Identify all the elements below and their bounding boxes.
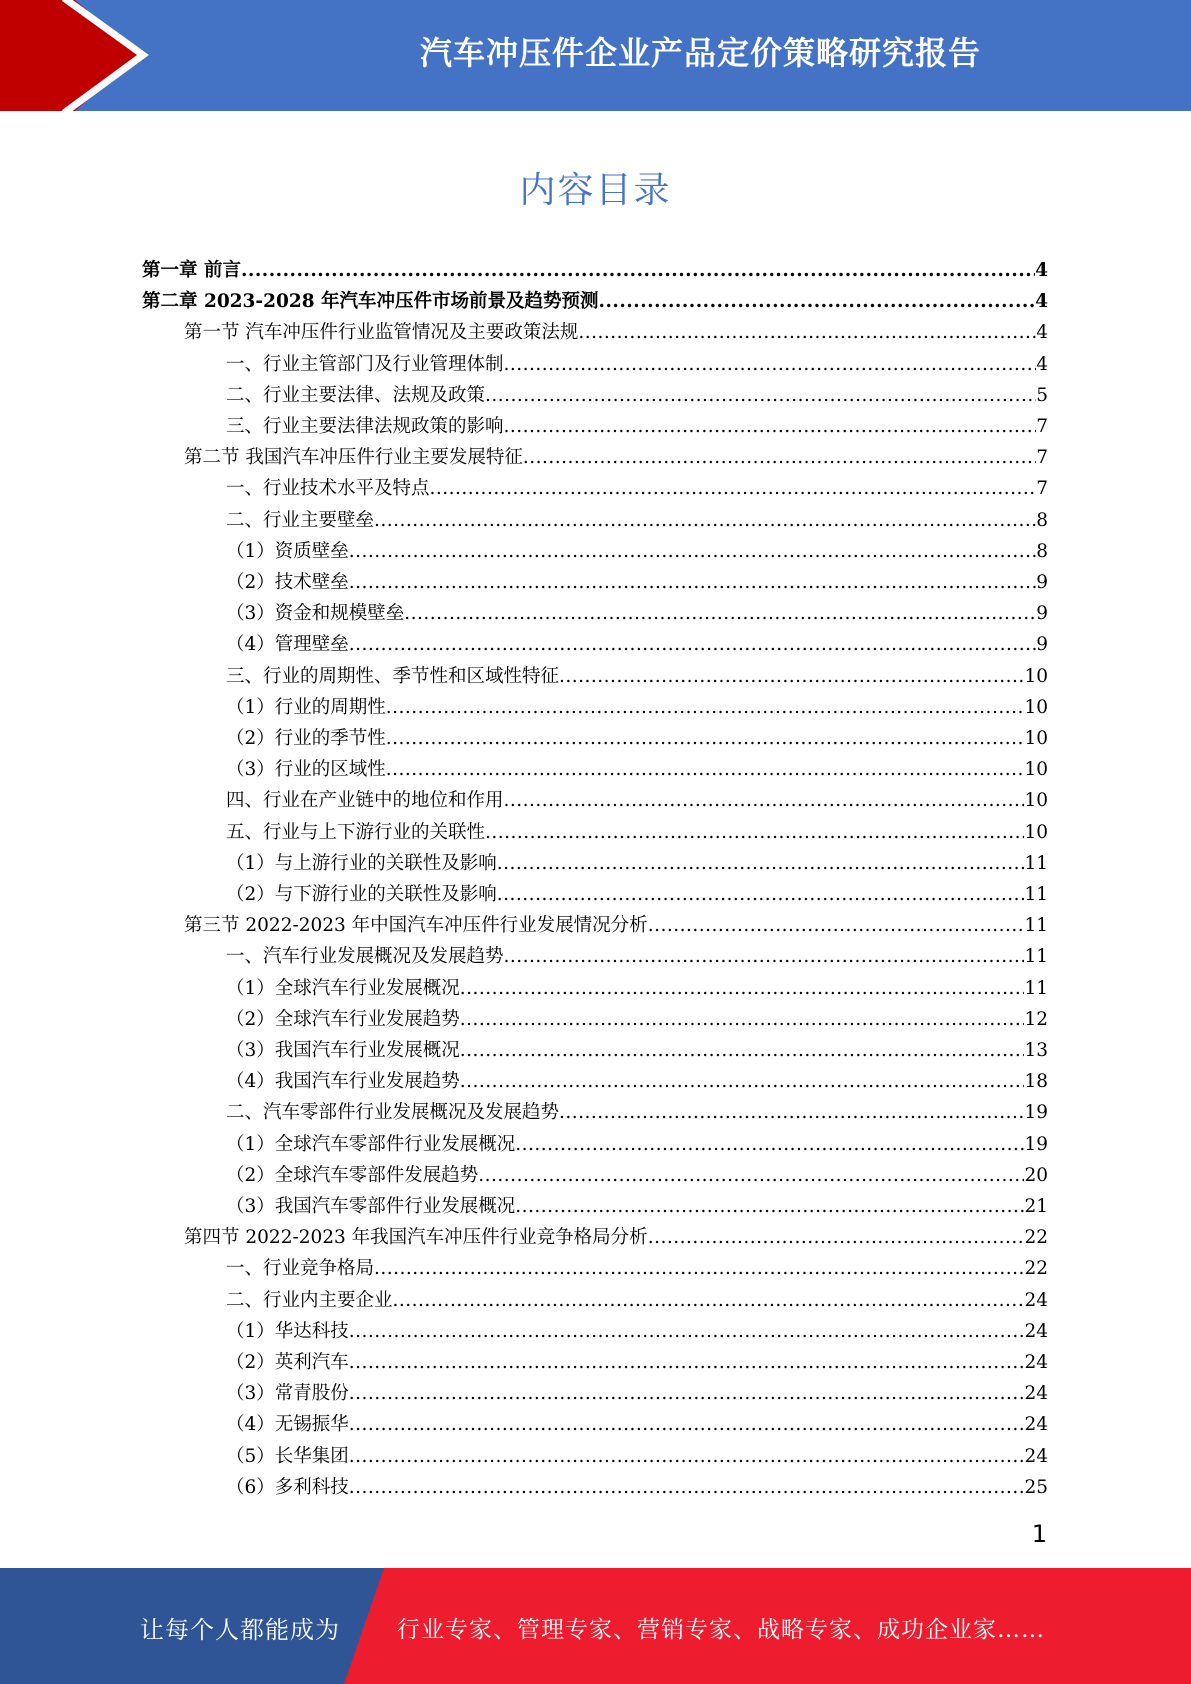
- header-arrow-decoration: [0, 0, 160, 111]
- toc-entry-label: 第一节 汽车冲压件行业监管情况及主要政策法规: [184, 322, 579, 344]
- toc-entry[interactable]: [142, 286, 1048, 317]
- toc-entry[interactable]: [184, 317, 1048, 348]
- toc-entry-page: 4: [1036, 353, 1048, 375]
- toc-entry-label: 五、行业与上下游行业的关联性: [226, 821, 486, 843]
- toc-dot-leader: [349, 567, 1036, 598]
- toc-entry-page: 24: [1024, 1320, 1048, 1342]
- toc-dot-leader: [374, 1253, 1024, 1284]
- toc-entry[interactable]: [226, 1316, 1048, 1347]
- toc-entry-page: 11: [1024, 946, 1048, 968]
- toc-entry[interactable]: [226, 723, 1048, 754]
- toc-entry-page: 11: [1024, 977, 1048, 999]
- toc-entry[interactable]: [226, 1004, 1048, 1035]
- toc-entry-page: 8: [1036, 509, 1048, 531]
- toc-dot-leader: [504, 349, 1037, 380]
- toc-dot-leader: [349, 1472, 1025, 1503]
- toc-entry-label: 第二章 2023-2028 年汽车冲压件市场前景及趋势预测: [142, 291, 599, 313]
- toc-entry-label: （6）多利科技: [226, 1476, 349, 1498]
- toc-dot-leader: [386, 723, 1025, 754]
- toc-entry[interactable]: [226, 1191, 1048, 1222]
- toc-entry-label: （2）英利汽车: [226, 1352, 349, 1373]
- toc-dot-leader: [648, 1222, 1025, 1253]
- toc-entry[interactable]: [226, 1160, 1048, 1191]
- toc-entry-page: 10: [1024, 759, 1048, 781]
- toc-dot-leader: [559, 1097, 1024, 1128]
- toc-dot-leader: [386, 754, 1025, 785]
- toc-entry[interactable]: [226, 567, 1048, 598]
- toc-entry-label: （4）无锡振华: [226, 1414, 349, 1436]
- toc-entry-label: 三、行业的周期性、季节性和区域性特征: [226, 665, 560, 687]
- toc-entry-label: （2）全球汽车行业发展趋势: [226, 1008, 460, 1030]
- toc-entry[interactable]: [226, 1035, 1048, 1066]
- toc-entry-page: 11: [1024, 915, 1048, 937]
- toc-entry-label: 第三节 2022-2023 年中国汽车冲压件行业发展情况分析: [184, 915, 648, 937]
- toc-dot-leader: [430, 473, 1037, 504]
- toc-entry-page: 10: [1024, 728, 1048, 749]
- toc-dot-leader: [349, 1316, 1025, 1347]
- toc-entry[interactable]: [226, 536, 1048, 567]
- toc-entry-label: 二、行业主要壁垒: [226, 509, 375, 531]
- toc-entry-page: 12: [1024, 1008, 1048, 1030]
- toc-entry-page: 22: [1024, 1258, 1048, 1280]
- toc-entry[interactable]: [226, 411, 1048, 442]
- toc-entry-page: 24: [1024, 1352, 1048, 1373]
- toc-entry[interactable]: [226, 941, 1048, 972]
- toc-entry[interactable]: [226, 505, 1048, 536]
- toc-entry-label: 二、行业内主要企业: [226, 1289, 393, 1311]
- toc-entry[interactable]: [226, 973, 1048, 1004]
- toc-entry[interactable]: [226, 1441, 1048, 1472]
- toc-dot-leader: [460, 1004, 1025, 1035]
- toc-entry-page: 24: [1024, 1414, 1048, 1436]
- toc-entry-label: （1）行业的周期性: [226, 696, 386, 718]
- toc-entry-label: 第四节 2022-2023 年我国汽车冲压件行业竞争格局分析: [184, 1227, 648, 1249]
- toc-entry-label: （2）技术壁垒: [226, 572, 349, 593]
- toc-entry-page: 4: [1036, 322, 1048, 344]
- toc-heading: 内容目录: [519, 170, 672, 211]
- toc-dot-leader: [349, 1347, 1025, 1378]
- toc-entry-label: （1）与上游行业的关联性及影响: [226, 852, 497, 874]
- toc-dot-leader: [504, 411, 1037, 442]
- toc-entry-page: 24: [1024, 1445, 1048, 1467]
- toc-entry-label: （1）华达科技: [226, 1320, 349, 1342]
- toc-entry[interactable]: [226, 1253, 1048, 1284]
- toc-entry-label: 一、行业技术水平及特点: [226, 478, 430, 500]
- toc-entry-label: （2）全球汽车零部件发展趋势: [226, 1164, 479, 1186]
- toc-entry-page: 4: [1035, 260, 1048, 281]
- toc-entry[interactable]: [226, 1285, 1048, 1316]
- toc-entry-label: （3）常青股份: [226, 1383, 349, 1405]
- toc-entry[interactable]: [226, 879, 1048, 910]
- toc-entry-page: 9: [1036, 634, 1048, 656]
- toc-entry-label: （4）管理壁垒: [226, 634, 349, 656]
- toc-entry-page: 10: [1024, 821, 1048, 843]
- toc-entry[interactable]: [226, 848, 1048, 879]
- toc-dot-leader: [349, 1441, 1025, 1472]
- toc-entry-page: 11: [1024, 884, 1048, 905]
- toc-entry-label: 第二节 我国汽车冲压件行业主要发展特征: [184, 447, 523, 469]
- toc-entry-page: 19: [1024, 1102, 1048, 1124]
- toc-dot-leader: [460, 1035, 1025, 1066]
- toc-entry[interactable]: [226, 349, 1048, 380]
- toc-entry-label: 一、行业主管部门及行业管理体制: [226, 353, 504, 375]
- toc-entry-page: 9: [1036, 603, 1048, 625]
- toc-entry-page: 24: [1024, 1289, 1048, 1311]
- toc-entry[interactable]: [226, 661, 1048, 692]
- toc-entry-page: 22: [1024, 1227, 1048, 1249]
- toc-entry-page: 7: [1036, 416, 1048, 437]
- toc-entry-page: 19: [1024, 1133, 1048, 1155]
- toc-dot-leader: [393, 1285, 1025, 1316]
- toc-entry[interactable]: [226, 1378, 1048, 1409]
- toc-dot-leader: [460, 1066, 1025, 1097]
- toc-entry-page: 20: [1024, 1164, 1048, 1186]
- toc-dot-leader: [504, 941, 1025, 972]
- toc-dot-leader: [404, 598, 1036, 629]
- toc-dot-leader: [497, 848, 1025, 879]
- toc-entry-label: （3）资金和规模壁垒: [226, 603, 405, 625]
- toc-dot-leader: [349, 629, 1036, 660]
- toc-entry-page: 21: [1024, 1196, 1048, 1217]
- toc-dot-leader: [349, 1409, 1025, 1440]
- toc-entry-page: 8: [1036, 540, 1048, 562]
- toc-entry-label: （1）资质壁垒: [226, 540, 349, 562]
- toc-dot-leader: [478, 1160, 1024, 1191]
- toc-entry-label: 二、汽车零部件行业发展概况及发展趋势: [226, 1102, 560, 1124]
- toc-dot-leader: [460, 973, 1025, 1004]
- toc-entry[interactable]: [226, 1409, 1048, 1440]
- toc-entry[interactable]: [226, 598, 1048, 629]
- toc-entry-label: 二、行业主要法律、法规及政策: [226, 384, 486, 406]
- toc-dot-leader: [515, 1129, 1024, 1160]
- toc-entry-label: 一、汽车行业发展概况及发展趋势: [226, 946, 504, 968]
- footer-slogan-right: 行业专家、管理专家、营销专家、战略专家、成功企业家……: [397, 1617, 1045, 1643]
- toc-dot-leader: [485, 817, 1024, 848]
- toc-dot-leader: [648, 910, 1025, 941]
- toc-dot-leader: [374, 505, 1036, 536]
- toc-entry[interactable]: [226, 1066, 1048, 1097]
- toc-entry-label: 第一章 前言: [142, 260, 241, 281]
- toc-entry[interactable]: [226, 1097, 1048, 1128]
- toc-dot-leader: [386, 692, 1025, 723]
- toc-entry[interactable]: [226, 473, 1048, 504]
- toc-entry-label: （2）行业的季节性: [226, 728, 386, 749]
- toc-entry[interactable]: [142, 255, 1048, 286]
- toc-entry-label: （1）全球汽车行业发展概况: [226, 977, 460, 999]
- toc-entry[interactable]: [226, 785, 1048, 816]
- toc-dot-leader: [485, 380, 1036, 411]
- toc-entry-label: （2）与下游行业的关联性及影响: [226, 884, 497, 905]
- toc-entry[interactable]: [184, 1222, 1048, 1253]
- toc-entry-page: 7: [1036, 478, 1048, 500]
- toc-entry[interactable]: [184, 910, 1048, 941]
- toc-entry-label: （3）行业的区域性: [226, 759, 386, 781]
- toc-dot-leader: [497, 879, 1025, 910]
- toc-entry-label: （4）我国汽车行业发展趋势: [226, 1071, 460, 1093]
- toc-entry-label: 四、行业在产业链中的地位和作用: [226, 790, 504, 812]
- toc-entry-label: 一、行业竞争格局: [226, 1258, 375, 1280]
- toc-entry-page: 9: [1036, 572, 1048, 593]
- toc-dot-leader: [578, 317, 1036, 348]
- toc-entry-label: （1）全球汽车零部件行业发展概况: [226, 1133, 516, 1155]
- toc-entry[interactable]: [226, 380, 1048, 411]
- toc-entry-page: 11: [1024, 852, 1048, 874]
- toc-entry-page: 10: [1024, 696, 1048, 718]
- toc-entry[interactable]: [226, 817, 1048, 848]
- toc-entry-label: （3）我国汽车零部件行业发展概况: [226, 1196, 516, 1217]
- toc-entry-label: 三、行业主要法律法规政策的影响: [226, 416, 504, 437]
- toc-dot-leader: [515, 1191, 1024, 1222]
- toc-entry-page: 25: [1024, 1476, 1048, 1498]
- toc-dot-leader: [599, 286, 1036, 317]
- toc-entry[interactable]: [226, 1472, 1048, 1503]
- toc-entry-page: 10: [1024, 790, 1048, 812]
- toc-dot-leader: [241, 255, 1035, 286]
- toc-entry[interactable]: [184, 442, 1048, 473]
- toc-entry[interactable]: [226, 629, 1048, 660]
- toc-entry-page: 4: [1035, 291, 1048, 313]
- toc-dot-leader: [349, 536, 1036, 567]
- toc-entry[interactable]: [226, 1129, 1048, 1160]
- toc-entry[interactable]: [226, 754, 1048, 785]
- toc-dot-leader: [504, 785, 1025, 816]
- report-title: 汽车冲压件企业产品定价策略研究报告: [419, 34, 981, 72]
- footer-slogan-left: 让每个人都能成为: [140, 1616, 340, 1644]
- toc-entry-page: 18: [1024, 1071, 1048, 1093]
- toc-dot-leader: [523, 442, 1036, 473]
- toc-dot-leader: [349, 1378, 1025, 1409]
- toc-entry[interactable]: [226, 692, 1048, 723]
- toc-entry-label: （3）我国汽车行业发展概况: [226, 1040, 460, 1061]
- toc-entry-label: （5）长华集团: [226, 1445, 349, 1467]
- toc-entry-page: 7: [1036, 447, 1048, 469]
- toc-entry-page: 10: [1024, 665, 1048, 687]
- toc-entry-page: 24: [1024, 1383, 1048, 1405]
- toc-dot-leader: [559, 661, 1024, 692]
- page-number: 1: [1031, 1520, 1047, 1548]
- toc-entry-page: 13: [1024, 1040, 1048, 1061]
- toc-entry-page: 5: [1036, 384, 1048, 406]
- toc-entry[interactable]: [226, 1347, 1048, 1378]
- header-banner: [0, 0, 1191, 111]
